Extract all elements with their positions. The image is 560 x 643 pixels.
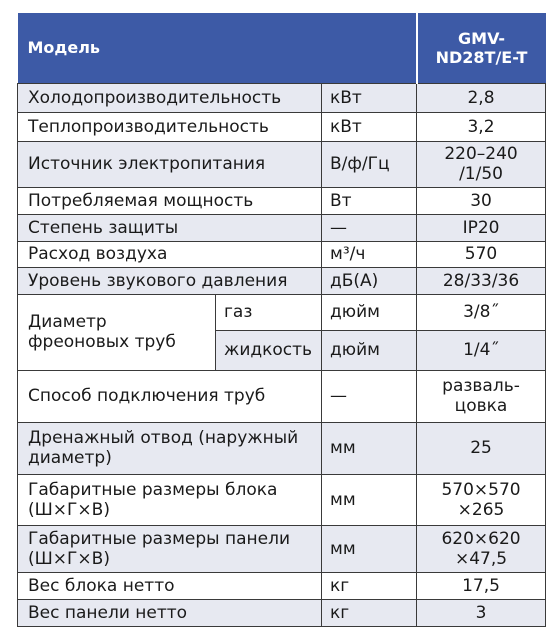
table-row bbox=[18, 141, 546, 187]
value-cell: 220–240 /1/50 bbox=[417, 141, 546, 187]
param-cell: Вес панели нетто bbox=[18, 599, 322, 626]
value-cell: 1/4˝ bbox=[417, 330, 546, 370]
table-row bbox=[18, 525, 546, 572]
value-cell: 3 bbox=[417, 599, 546, 626]
value-cell: 30 bbox=[417, 187, 546, 214]
spec-table bbox=[17, 13, 546, 627]
unit-cell: кг bbox=[322, 572, 417, 599]
value-cell: разваль-цовка bbox=[417, 370, 546, 422]
unit-cell: Вт bbox=[322, 187, 417, 214]
table-row bbox=[18, 572, 546, 599]
table-header-row bbox=[18, 13, 546, 83]
value-cell: 3/8˝ bbox=[417, 294, 546, 330]
unit-cell: дюйм bbox=[322, 330, 417, 370]
value-cell: 28/33/36 bbox=[417, 267, 546, 294]
unit-cell: мм bbox=[322, 422, 417, 474]
table-row bbox=[18, 422, 546, 474]
value-cell: 620×620 ×47,5 bbox=[417, 525, 546, 572]
param-cell: Холодопроизводительность bbox=[18, 83, 322, 112]
table-row bbox=[18, 83, 546, 112]
table-row bbox=[18, 294, 546, 330]
param-cell: Потребляемая мощность bbox=[18, 187, 322, 214]
param-cell: Дренажный отвод (наружный диаметр) bbox=[18, 422, 322, 474]
table-row bbox=[18, 214, 546, 241]
param-cell: Способ подключения труб bbox=[18, 370, 322, 422]
param-cell: Диаметр фреоновых труб bbox=[18, 294, 216, 370]
unit-cell: — bbox=[322, 370, 417, 422]
unit-cell: м³/ч bbox=[322, 241, 417, 267]
param-cell: Уровень звукового давления bbox=[18, 267, 322, 294]
model-value: GMV-ND28T/E-T bbox=[417, 13, 546, 83]
value-cell: IP20 bbox=[417, 214, 546, 241]
sub-param-cell: газ bbox=[216, 294, 322, 330]
table-row bbox=[18, 241, 546, 267]
param-cell: Расход воздуха bbox=[18, 241, 322, 267]
unit-cell: кВт bbox=[322, 83, 417, 112]
table-row bbox=[18, 187, 546, 214]
unit-cell: мм bbox=[322, 525, 417, 572]
param-cell: Источник электропитания bbox=[18, 141, 322, 187]
param-cell: Степень защиты bbox=[18, 214, 322, 241]
value-cell: 17,5 bbox=[417, 572, 546, 599]
sub-param-cell: жидкость bbox=[216, 330, 322, 370]
param-cell: Вес блока нетто bbox=[18, 572, 322, 599]
param-cell: Теплопроизводительность bbox=[18, 112, 322, 141]
value-cell: 570×570 ×265 bbox=[417, 474, 546, 525]
unit-cell: дюйм bbox=[322, 294, 417, 330]
value-cell: 2,8 bbox=[417, 83, 546, 112]
table-row bbox=[18, 370, 546, 422]
table-row bbox=[18, 599, 546, 626]
table-row bbox=[18, 267, 546, 294]
unit-cell: В/ф/Гц bbox=[322, 141, 417, 187]
value-cell: 570 bbox=[417, 241, 546, 267]
table-row bbox=[18, 112, 546, 141]
table-row bbox=[18, 474, 546, 525]
unit-cell: дБ(А) bbox=[322, 267, 417, 294]
value-cell: 3,2 bbox=[417, 112, 546, 141]
value-cell: 25 bbox=[417, 422, 546, 474]
unit-cell: мм bbox=[322, 474, 417, 525]
model-label: Модель bbox=[18, 13, 417, 83]
unit-cell: кг bbox=[322, 599, 417, 626]
unit-cell: — bbox=[322, 214, 417, 241]
param-cell: Габаритные размеры панели (Ш×Г×В) bbox=[18, 525, 322, 572]
unit-cell: кВт bbox=[322, 112, 417, 141]
param-cell: Габаритные размеры блока (Ш×Г×В) bbox=[18, 474, 322, 525]
